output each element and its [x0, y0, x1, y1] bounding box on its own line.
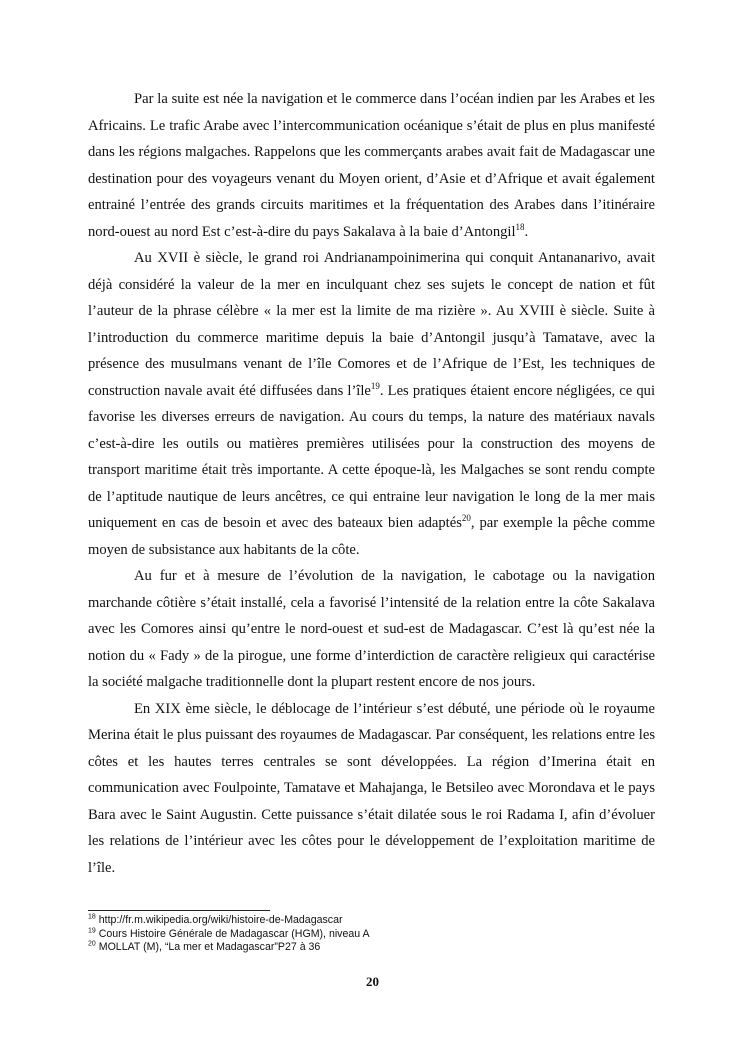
paragraph-1: [88, 86, 655, 245]
footnote-link[interactable]: http://fr.m.wikipedia.org/wiki/histoire-de-Madagascar: [95, 914, 343, 926]
paragraph-1-text: Par la suite est née la navigation et le commerce dans l’océan indien par les Arabes et les Africains. Le trafic Arabe avec l’intercommunication océanique s’était de plus en plus manifesté dans les régions malgaches. Rappelons que les commerçants arabes avait fait de Madagascar une destination pour des voyageurs venant du Moyen orient, d’Asie et d’Afrique et avait également entrainé l’entrée des grands circuits maritimes et la fréquentation des Arabes dans l’itinéraire nord-ouest au nord Est c’est-à-dire du pays Sakalava à la baie d’Antongil: [88, 91, 655, 240]
document-body: [88, 86, 655, 881]
footnote-ref-19[interactable]: 19: [370, 380, 380, 391]
footnote-ref-18[interactable]: 18: [515, 221, 525, 232]
paragraph-3-text: Au fur et à mesure de l’évolution de la navigation, le cabotage ou la navigation marchande côtière s’était installé, cela a favorisé l’intensité de la relation entre la côte Sakalava avec les Comores ainsi qu’entre le nord-ouest et sud-est de Madagascar. C’est là qu’est née la notion du « Fady » de la pirogue, une forme d’interdiction de caractère religieux qui caractérise la société malgache traditionnelle dont la plupart restent encore de nos jours.: [88, 568, 655, 690]
footnote-18: [88, 914, 655, 928]
paragraph-2: [88, 245, 655, 563]
paragraph-2-text-b: . Les pratiques étaient encore négligées, ce qui favorise les diverses erreurs de navigation. Au cours du temps, la nature des matériaux navals c’est-à-dire les outils ou matières premières utilisées pour la construction des moyens de transport maritime était très importante. A cette époque-là, les Malgaches se sont rendu compte de l’aptitude nautique de leurs ancêtres, ce qui entraine leur navigation le long de la mer mais uniquement en cas de besoin et avec des bateaux bien adaptés: [88, 382, 655, 531]
footnote-20: [88, 941, 655, 955]
footnote-separator: [88, 910, 270, 911]
paragraph-4-text: En XIX ème siècle, le déblocage de l’intérieur s’est débuté, une période où le royaume Merina était le plus puissant des royaumes de Madagascar. Par conséquent, les relations entre les côtes et les hautes terres centrales se sont développées. La région d’Imerina était en communication avec Foulpointe, Tamatave et Mahajanga, le Betsileo avec Morondava et le pays Bara avec le Saint Augustin. Cette puissance s’était dilatée sous le roi Radama I, afin d’évoluer les relations de l’intérieur avec les côtes pour le développement de l’exploitation maritime de l’île.: [88, 700, 655, 876]
footnote-number: 19: [88, 927, 96, 935]
footnotes: [88, 914, 655, 955]
footnote-19: [88, 928, 655, 942]
paragraph-2-text-a: Au XVII è siècle, le grand roi Andrianampoinimerina qui conquit Antananarivo, avait déjà considéré la valeur de la mer en inculquant chez ses sujets le concept de nation et fût l’auteur de la phrase célèbre « la mer est la limite de ma rizière ». Au XVIII è siècle. Suite à l’introduction du commerce maritime depuis la baie d’Antongil jusqu’à Tamatave, avec la présence des musulmans venant de l’île Comores et de l’Afrique de l’Est, les techniques de construction navale avait été diffusées dans l’île: [88, 250, 655, 399]
footnote-text: MOLLAT (M), “La mer et Madagascar”P27 à 36: [95, 941, 321, 954]
footnote-text: Cours Histoire Générale de Madagascar (HGM), niveau A: [95, 927, 370, 940]
paragraph-1-tail: .: [524, 223, 529, 240]
paragraph-2-text-c: , par exemple la pêche comme moyen de subsistance aux habitants de la côte.: [88, 515, 655, 558]
page-number: 20: [366, 974, 379, 989]
paragraph-3: [88, 563, 655, 696]
paragraph-4: [88, 696, 655, 882]
footnote-number: 18: [88, 913, 96, 921]
footnote-ref-20[interactable]: 20: [461, 513, 471, 524]
footnote-number: 20: [88, 940, 96, 948]
